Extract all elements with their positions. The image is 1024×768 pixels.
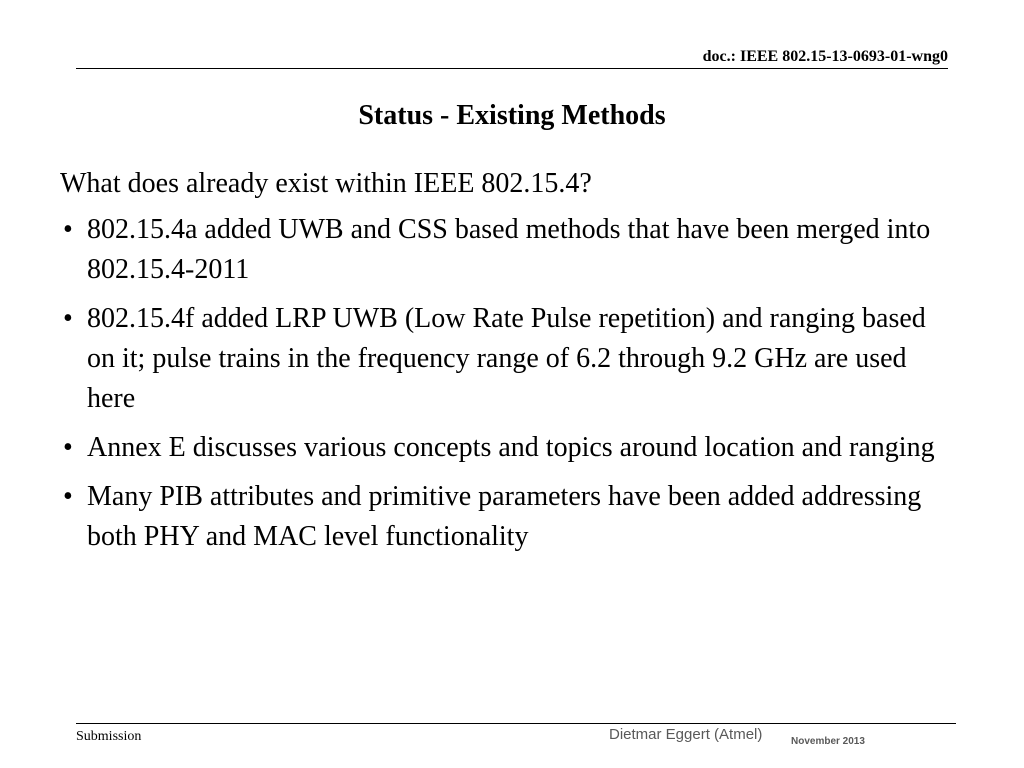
document-id: doc.: IEEE 802.15-13-0693-01-wng0	[702, 48, 948, 65]
header-divider	[76, 68, 948, 69]
bullet-icon: •	[63, 303, 73, 334]
intro-text: What does already exist within IEEE 802.15.4?	[60, 168, 592, 199]
bullet-text: Many PIB attributes and primitive parameters have been added addressing both PHY and MAC level functionality	[87, 481, 922, 552]
bullet-icon: •	[63, 432, 73, 463]
bullet-item-uwb-css	[60, 210, 960, 290]
bullet-list	[60, 210, 960, 557]
footer-author: Dietmar Eggert (Atmel)	[609, 726, 763, 743]
bullet-item-annex-e	[60, 428, 960, 468]
footer-date: November 2013	[791, 736, 865, 747]
footer-submission: Submission	[76, 729, 142, 744]
bullet-text: 802.15.4a added UWB and CSS based methods that have been merged into 802.15.4-2011	[87, 214, 931, 285]
slide-title: Status - Existing Methods	[358, 100, 666, 131]
footer-divider	[76, 723, 956, 724]
bullet-text: Annex E discusses various concepts and topics around location and ranging	[87, 432, 935, 463]
slide-body	[60, 164, 960, 566]
bullet-item-lrp-uwb	[60, 299, 960, 419]
bullet-icon: •	[63, 214, 73, 245]
bullet-item-pib-attributes	[60, 477, 960, 557]
bullet-icon: •	[63, 481, 73, 512]
bullet-text: 802.15.4f added LRP UWB (Low Rate Pulse repetition) and ranging based on it; pulse trains in the frequency range of 6.2 through 9.2 GHz are used here	[87, 303, 926, 414]
